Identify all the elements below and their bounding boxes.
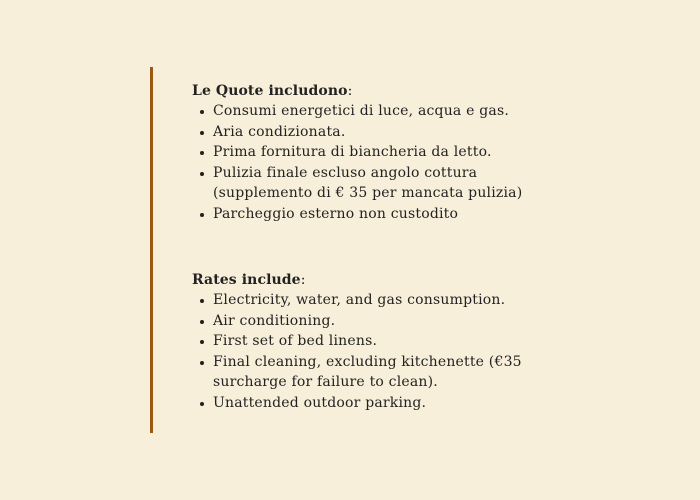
section-title-italian-colon: : xyxy=(347,83,353,99)
section-english xyxy=(192,270,552,413)
section-title-italian-text: Le Quote includono xyxy=(192,83,348,99)
list-item: Final cleaning, excluding kitchenette (€35 surcharge for failure to clean). xyxy=(192,352,552,393)
section-title-english-colon: : xyxy=(300,272,306,288)
section-italian xyxy=(192,81,552,224)
list-item: Prima fornitura di biancheria da letto. xyxy=(192,142,552,163)
list-item: Unattended outdoor parking. xyxy=(192,393,552,414)
section-title-italian xyxy=(192,81,552,101)
italian-inclusions-list xyxy=(192,101,552,224)
list-item: Pulizia finale escluso angolo cottura (supplemento di € 35 per mancata pulizia) xyxy=(192,163,552,204)
english-inclusions-list xyxy=(192,290,552,413)
list-item: First set of bed linens. xyxy=(192,331,552,352)
list-item: Electricity, water, and gas consumption. xyxy=(192,290,552,311)
list-item: Air conditioning. xyxy=(192,311,552,332)
rates-content xyxy=(192,81,552,413)
list-item: Parcheggio esterno non custodito xyxy=(192,204,552,225)
list-item: Consumi energetici di luce, acqua e gas. xyxy=(192,101,552,122)
section-title-english-text: Rates include xyxy=(192,272,301,288)
list-item: Aria condizionata. xyxy=(192,122,552,143)
section-title-english xyxy=(192,270,552,290)
vertical-accent-bar xyxy=(150,67,153,433)
